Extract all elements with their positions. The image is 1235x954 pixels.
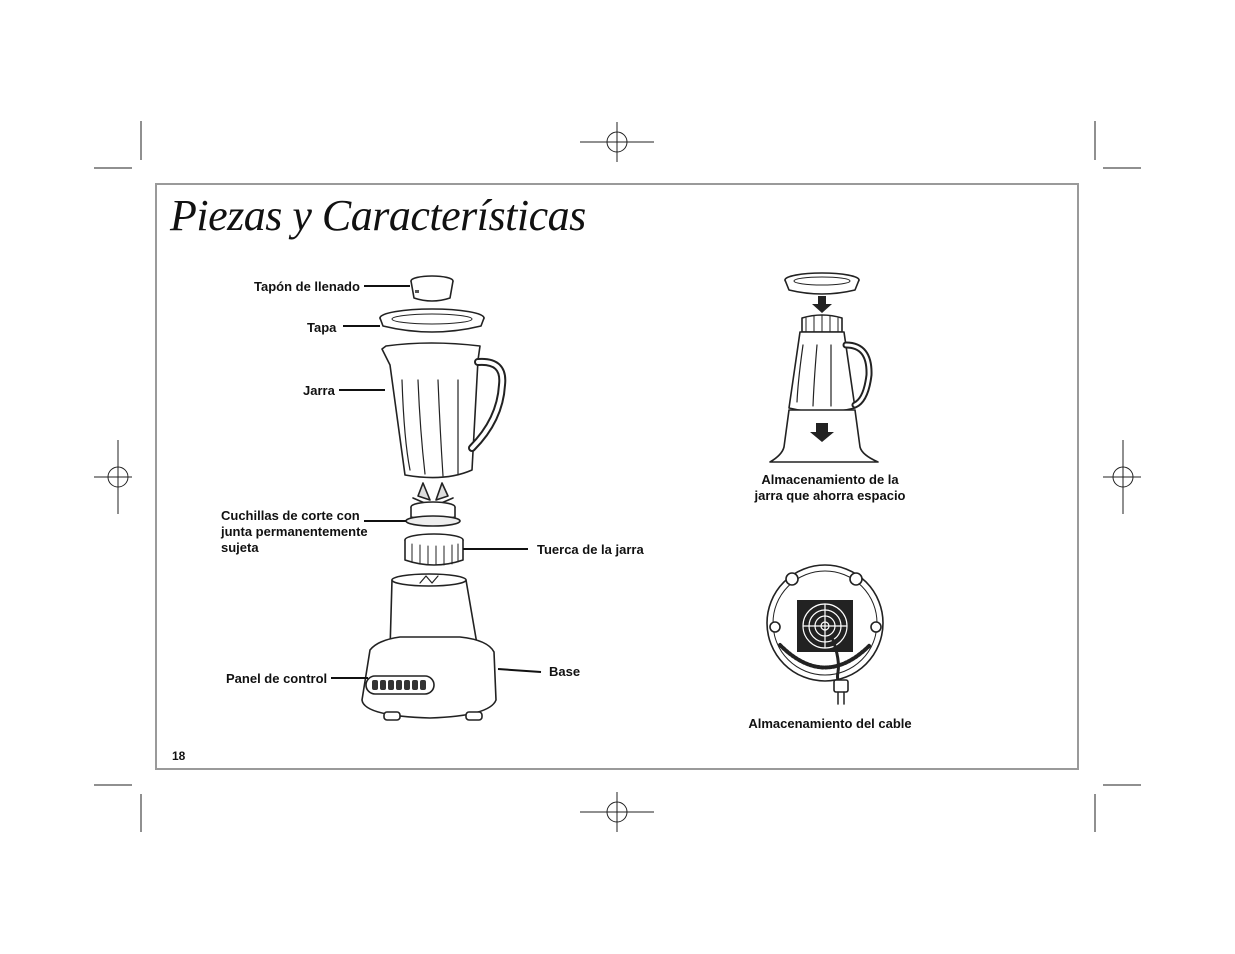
label-fill-cap: Tapón de llenado (254, 279, 360, 294)
registration-mark-left (94, 440, 132, 514)
page-title: Piezas y Características (170, 191, 586, 240)
label-blades-line-2: junta permanentemente (221, 524, 368, 539)
label-blades-line-1: Cuchillas de corte con (221, 508, 360, 523)
label-lid: Tapa (307, 320, 337, 335)
label-jar-storage-line-2: jarra que ahorra espacio (754, 488, 906, 503)
label-jar: Jarra (303, 383, 335, 398)
label-jar-storage-line-1: Almacenamiento de la (761, 472, 899, 487)
label-cord-storage: Almacenamiento del cable (748, 716, 912, 731)
label-blades (221, 508, 368, 556)
label-control-panel: Panel de control (226, 671, 328, 686)
label-jar-nut: Tuerca de la jarra (537, 542, 644, 557)
registration-mark-right (1103, 440, 1141, 514)
label-jar-storage (742, 472, 918, 504)
label-base: Base (549, 664, 581, 679)
label-blades-line-3: sujeta (221, 540, 259, 555)
page-number: 18 (172, 749, 186, 763)
registration-mark-top (580, 122, 654, 162)
registration-mark-bottom (580, 792, 654, 832)
